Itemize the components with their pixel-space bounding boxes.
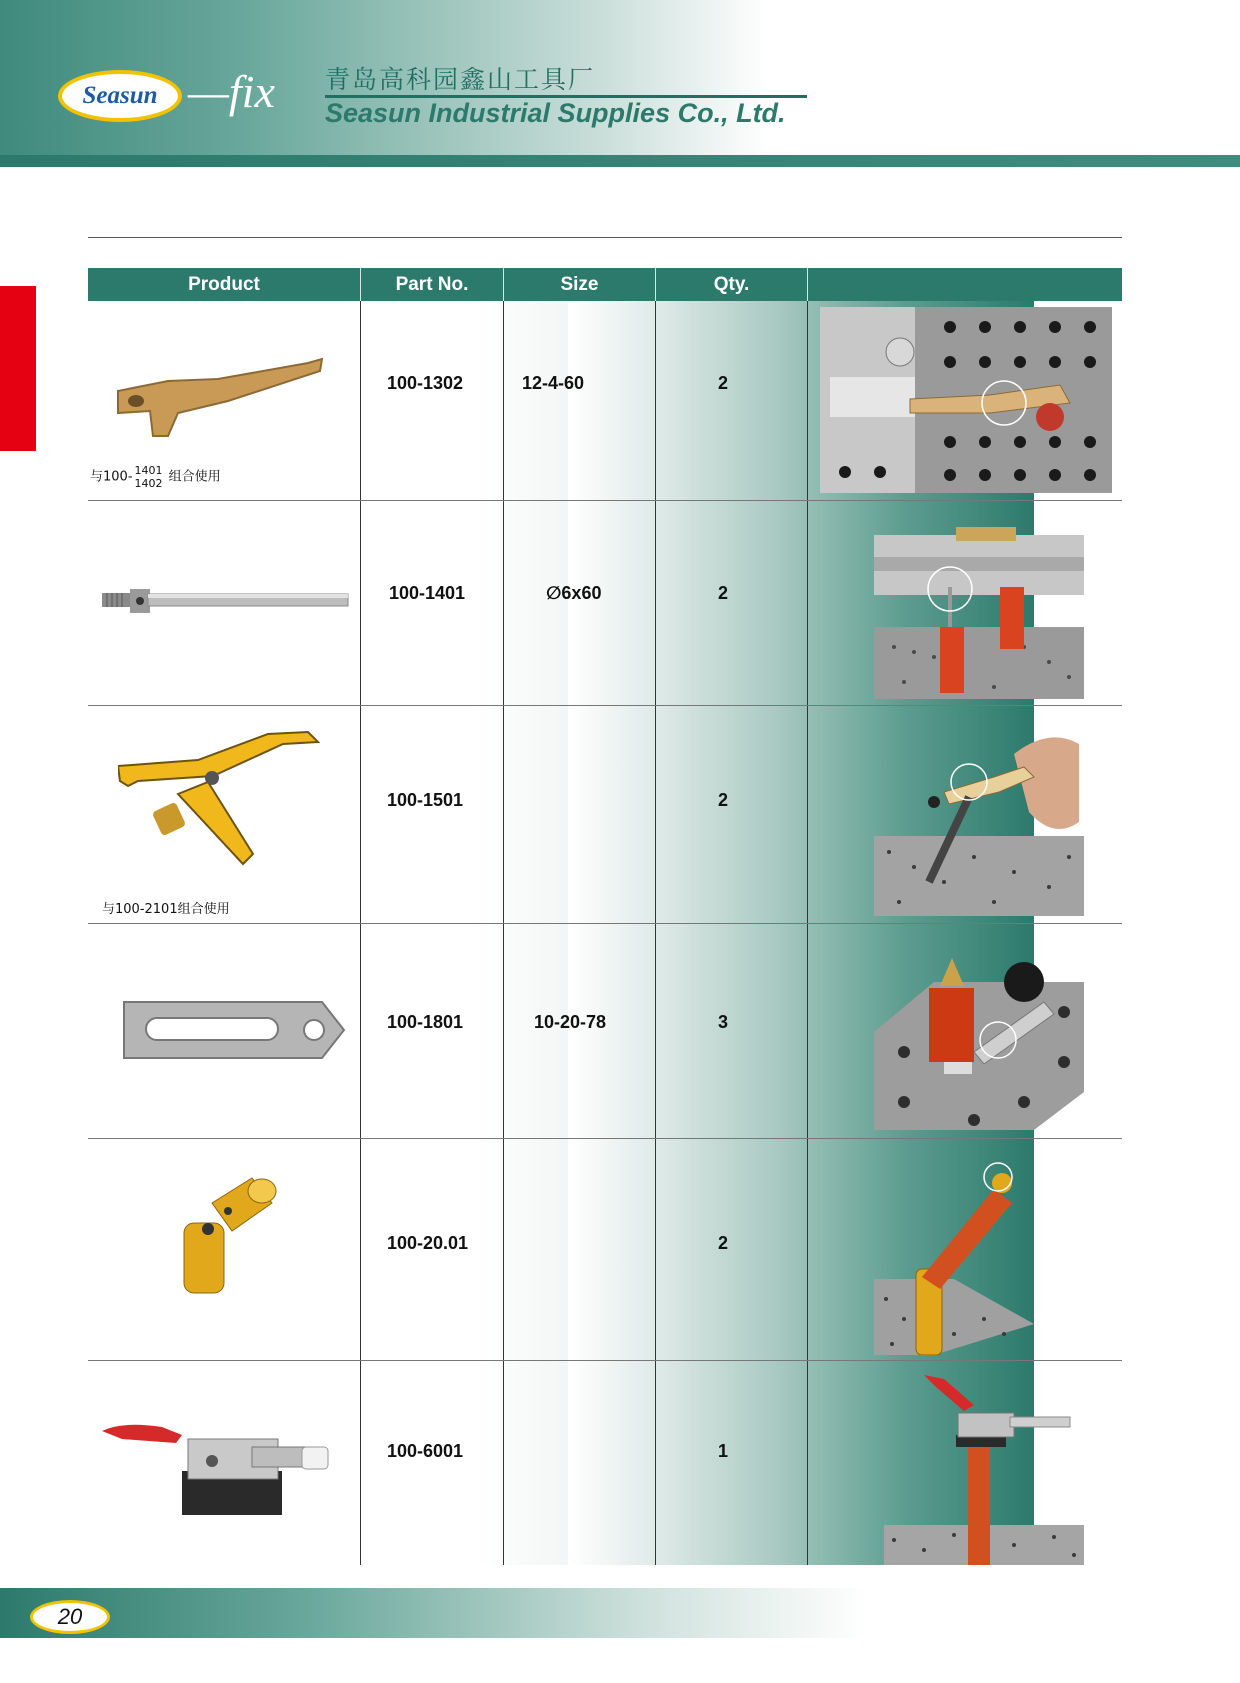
note-part-stack [135, 464, 163, 490]
toggle-clamp-icon [102, 1411, 332, 1521]
header-size: Size [504, 268, 656, 301]
part-no-cell [361, 706, 504, 923]
page-number: 20 [30, 1600, 110, 1634]
note-prefix: 与100- [90, 469, 133, 485]
page-header [0, 0, 1240, 160]
top-divider [88, 237, 1122, 238]
part-no-cell [361, 1361, 504, 1565]
header-bar [0, 155, 1240, 167]
toggle-clamp-on-post-photo [884, 1375, 1084, 1565]
hand-operated-clamp-photo [874, 732, 1084, 916]
table-row [88, 924, 1122, 1139]
image-cell [808, 706, 1122, 923]
size: ∅6x60 [546, 583, 602, 603]
qty-cell [656, 706, 808, 923]
part-no: 100-1801 [387, 1012, 464, 1032]
size-cell [504, 501, 656, 705]
part-no: 100-6001 [387, 1441, 464, 1461]
company-name-en: Seasun Industrial Supplies Co., Ltd. [325, 98, 786, 128]
note-suffix: 组合使用 [168, 469, 221, 485]
qty-cell [656, 924, 808, 1138]
bronze-lever-arm-icon [108, 351, 338, 451]
qty: 2 [718, 1233, 729, 1253]
image-cell [808, 501, 1122, 705]
size: 10-20-78 [534, 1012, 607, 1032]
header-product: Product [88, 268, 361, 301]
qty: 2 [718, 583, 729, 603]
table-row [88, 501, 1122, 706]
swivel-joint-assembly-photo [874, 1159, 1044, 1355]
part-no: 100-1501 [387, 790, 464, 810]
section-tab [0, 286, 36, 451]
image-cell [808, 1361, 1122, 1565]
size: 12-4-60 [522, 373, 585, 393]
part-no: 100-20.01 [387, 1233, 469, 1253]
header-part-no: Part No. [361, 268, 504, 301]
page-footer [0, 1588, 1240, 1638]
header-qty: Qty. [656, 268, 808, 301]
qty: 2 [718, 373, 729, 393]
image-cell [808, 301, 1122, 500]
company-name-cn: 青岛高科园鑫山工具厂 [325, 65, 596, 94]
size-cell [504, 301, 656, 500]
product-cell [88, 301, 361, 500]
note-part-top: 1401 [134, 464, 163, 477]
table-row [88, 1361, 1122, 1565]
combination-note [90, 464, 221, 490]
table-row [88, 706, 1122, 924]
qty-cell [656, 301, 808, 500]
image-cell [808, 924, 1122, 1138]
part-no-cell [361, 301, 504, 500]
pin-on-orange-stops-photo [874, 527, 1084, 699]
logo-text: Seasun [82, 82, 158, 109]
part-no-cell [361, 501, 504, 705]
slotted-plate-with-cone-stop-photo [874, 952, 1084, 1130]
combination-note: 与100-2101组合使用 [102, 902, 230, 917]
part-no: 100-1302 [387, 373, 464, 393]
size-cell [504, 1361, 656, 1565]
table-row [88, 301, 1122, 501]
gold-swivel-joint-icon [172, 1173, 282, 1303]
note-part-bottom: 1402 [134, 477, 163, 490]
qty-cell [656, 501, 808, 705]
size-cell [504, 706, 656, 923]
steel-pin-icon [102, 581, 352, 621]
product-cell [88, 501, 361, 705]
image-cell [808, 1139, 1122, 1360]
slotted-plate-icon [122, 998, 347, 1062]
qty-cell [656, 1361, 808, 1565]
seasun-logo [58, 70, 182, 122]
part-no-cell [361, 1139, 504, 1360]
part-no: 100-1401 [389, 583, 466, 603]
qty: 2 [718, 790, 729, 810]
product-cell [88, 1139, 361, 1360]
qty: 1 [718, 1441, 729, 1461]
table-header [88, 268, 1122, 301]
size-cell [504, 1139, 656, 1360]
table-row [88, 1139, 1122, 1361]
part-no-cell [361, 924, 504, 1138]
logo-suffix: —fix [188, 66, 275, 117]
size-cell [504, 924, 656, 1138]
header-image [808, 268, 1122, 301]
qty-cell [656, 1139, 808, 1360]
yellow-clamp-arm-icon [118, 726, 328, 876]
product-cell [88, 706, 361, 923]
product-table [88, 268, 1122, 1461]
lever-on-fixture-table-photo [820, 307, 1112, 493]
product-cell [88, 924, 361, 1138]
product-cell [88, 1361, 361, 1565]
qty: 3 [718, 1012, 729, 1032]
